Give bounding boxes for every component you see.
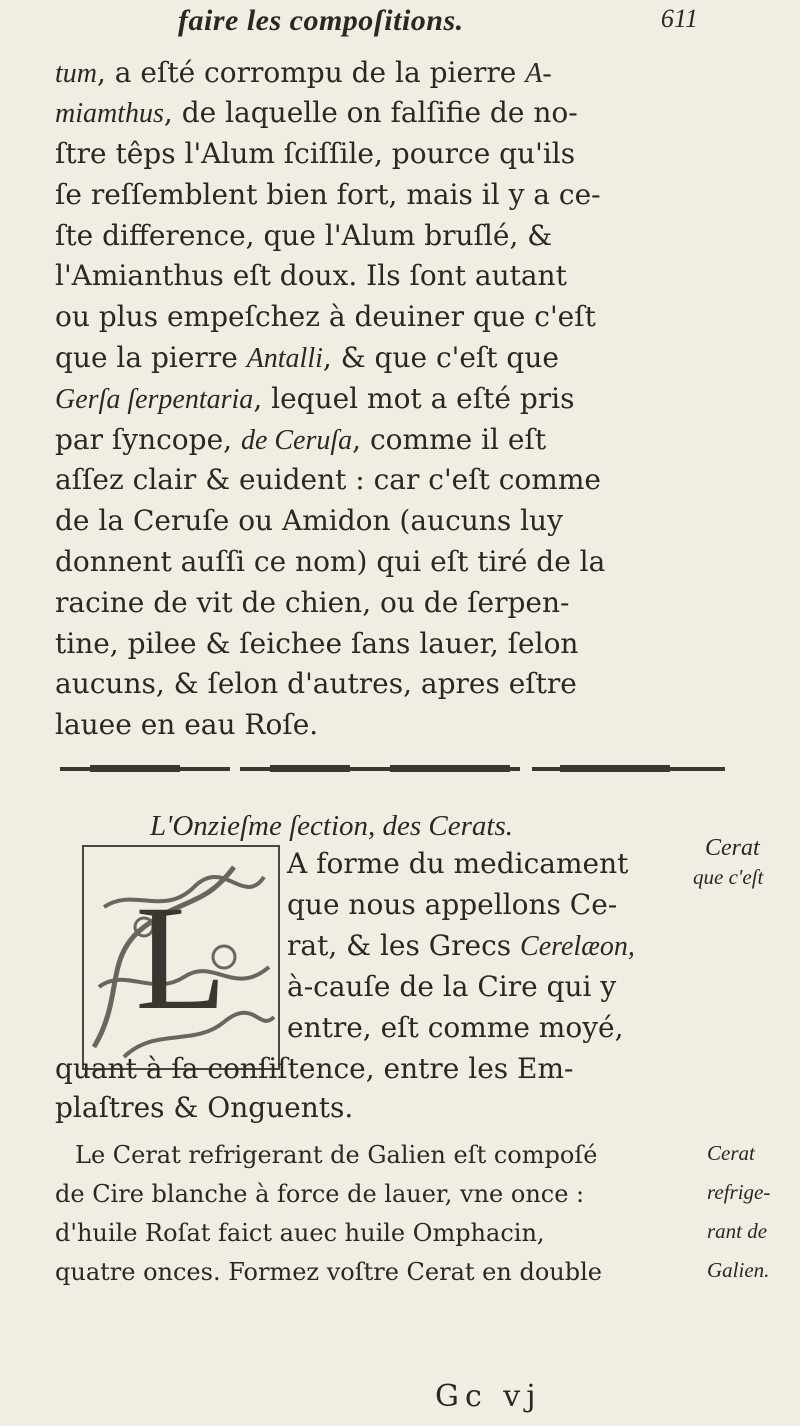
initial-letter: L <box>135 874 227 1041</box>
italic-word: Gerſa ſerpentaria <box>55 384 254 415</box>
text-line: Le Cerat refrigerant de Galien eſt compoſé <box>75 1141 598 1169</box>
text-line: l'Amianthus eſt doux. Ils ſont autant <box>55 259 567 292</box>
text-line: d'huile Roſat faict auec huile Omphacin, <box>55 1219 545 1247</box>
text-line: A forme du medicament <box>287 847 629 880</box>
page-header <box>178 0 698 50</box>
text-line: racine de vit de chien, ou de ſerpen- <box>55 586 570 619</box>
text-line <box>55 382 574 416</box>
margin-note-cerat-2: Cerat <box>707 1141 755 1165</box>
text-line: entre, eſt comme moyé, <box>287 1011 624 1044</box>
text-line <box>55 341 559 375</box>
italic-word: Antalli <box>246 343 323 374</box>
text-line: ſe reſſemblent bien fort, mais il y a ce- <box>55 178 601 211</box>
text-line <box>55 96 578 130</box>
text-span: , comme il eſt <box>352 423 547 456</box>
italic-word: A- <box>525 58 552 89</box>
margin-note-que-cest: que c'eſt <box>693 865 764 889</box>
text-line: ſtre têps l'Alum ſciſſile, pource qu'ils <box>55 137 576 170</box>
text-line <box>55 423 546 457</box>
text-line <box>55 56 552 90</box>
margin-note-cerat: Cerat <box>705 835 760 861</box>
text-line: plaſtres & Onguents. <box>55 1091 354 1124</box>
section-title: L'Onzieſme ſection, des Cerats. <box>150 810 514 842</box>
text-line: quatre onces. Formez voſtre Cerat en double <box>55 1258 602 1286</box>
text-span: , a eſté corrompu de la pierre <box>97 56 526 89</box>
text-span: , lequel mot a eſté pris <box>253 382 575 415</box>
text-line: aſſez clair & euident : car c'eſt comme <box>55 463 601 496</box>
text-line: quant à ſa conſiſtence, entre les Em- <box>55 1052 574 1085</box>
text-span: rat, & les Grecs <box>287 929 521 962</box>
greek-word: Cerelæon, <box>520 931 635 962</box>
text-line: ſte difference, que l'Alum bruſlé, & <box>55 219 553 252</box>
margin-note-refrigerant: refrige- <box>707 1180 771 1204</box>
text-line: aucuns, & ſelon d'autres, apres eſtre <box>55 667 577 700</box>
margin-note-galien: Galien. <box>707 1258 770 1282</box>
signature-mark: Gc vj <box>435 1379 542 1414</box>
text-span: , & que c'eſt que <box>322 341 559 374</box>
page-number: 611 <box>660 4 698 33</box>
ornamental-drop-cap <box>82 845 280 1070</box>
text-line: que nous appellons Ce- <box>287 888 618 921</box>
running-title: faire les compoſitions. <box>178 4 464 37</box>
text-line: à-cauſe de la Cire qui y <box>287 970 617 1003</box>
text-line: ou plus empeſchez à deuiner que c'eſt <box>55 300 596 333</box>
text-line: de la Ceruſe ou Amidon (aucuns luy <box>55 504 563 537</box>
margin-note-rant-de: rant de <box>707 1219 768 1243</box>
italic-word: de Ceruſa <box>240 425 353 456</box>
italic-word: tum <box>55 58 97 89</box>
text-line <box>287 929 635 963</box>
rule-graphic <box>60 762 725 776</box>
text-line: tine, pilee & ſeichee ſans lauer, ſelon <box>55 627 579 660</box>
section-divider-rule <box>60 762 725 776</box>
text-line: donnent auſſi ce nom) qui eſt tiré de la <box>55 545 606 578</box>
text-span: que la pierre <box>55 341 247 374</box>
text-span: , de laquelle on falſifie de no- <box>163 96 578 129</box>
italic-word: miamthus <box>55 98 164 129</box>
text-line: lauee en eau Roſe. <box>55 708 319 741</box>
text-span: par ſyncope, <box>55 423 241 456</box>
text-line: de Cire blanche à force de lauer, vne once : <box>55 1180 585 1208</box>
